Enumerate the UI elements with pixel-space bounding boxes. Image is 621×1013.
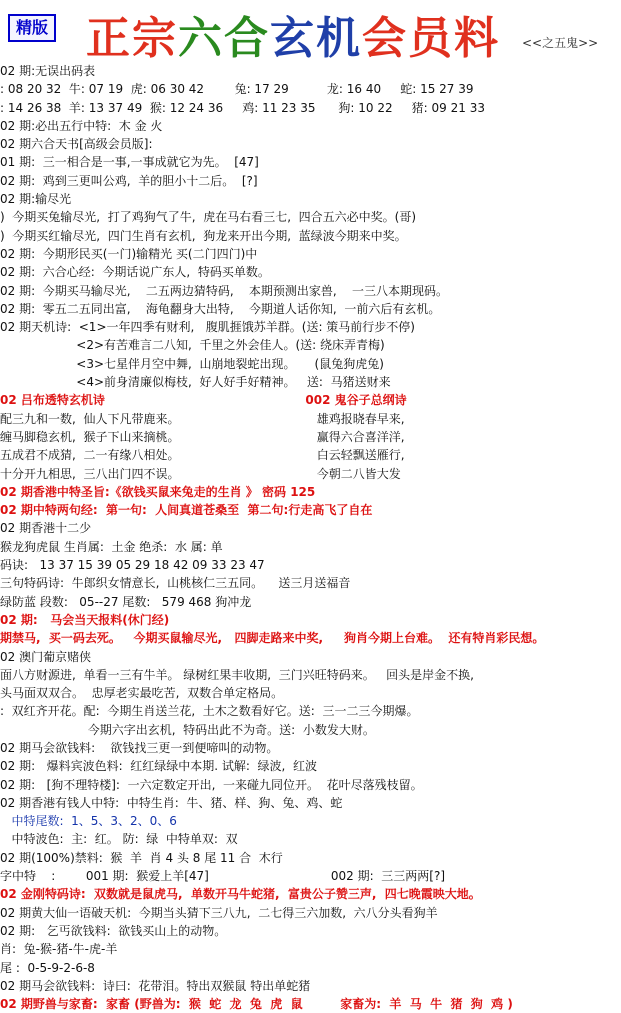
text-line: 02 期: 零五二五同出富, 海龟翻身大出特, 今期道人话你知, 一前六后有玄机。 <box>0 301 441 316</box>
text-line: 02 期马会欲钱料: 诗曰: 花带泪。特出双猴鼠 特出单蛇猪 <box>0 978 311 993</box>
text-line: 期禁马, 买一码去死。 今期买鼠输尽光, 四脚走路来中奖, 狗肖今期上台难。 还有特肖彩民想。 <box>0 631 545 646</box>
text-line: 头马面双双合。 忠厚老实最吃苦, 双数合单定格局。 <box>0 686 284 701</box>
text-line: 02 期香港中特圣旨:《欲钱买鼠来兔走的生肖 》 密码 125 <box>0 484 316 499</box>
text-line: 02 期香港有钱人中特: 中特生肖: 牛、猪、样、狗、兔、鸡、蛇 <box>0 795 343 810</box>
edition-badge: 精版 <box>8 14 56 42</box>
text-line: 02 期:无误出码表 <box>0 64 96 78</box>
text-line: 02 期: 今期形民买(一门)输精光 买(二门四门)中 <box>0 246 258 261</box>
text-line: 02 期香港十二少 <box>0 521 92 536</box>
title-part: 正宗 <box>86 13 178 64</box>
text-line: 02 澳门葡京赌侠 <box>0 649 92 664</box>
text-line: 五成君不成猜, 二一有缘八相处。 白云轻飘送雁行, <box>0 448 405 463</box>
text-line: 码诀: 13 37 15 39 05 29 18 42 09 33 23 47 <box>0 558 265 573</box>
text-line: 02 期: [狗不理特楼]: 一六定数定开出, 一来碰九同位开。 花叶尽落残枝留。 <box>0 777 423 792</box>
text-line: : 双红齐开花。配: 今期生肖送兰花, 土木之数看好它。送: 三一二三今期爆。 <box>0 704 419 719</box>
text-line: 中特波色: 主: 红。 防: 绿 中特单双: 双 <box>0 832 238 847</box>
text-line: : 08 20 32 牛: 07 19 虎: 06 30 42 兔: 17 29 龙: 16 40 蛇: 15 27 39 <box>0 82 474 97</box>
text-line: 缠马脚稳玄机, 猴子下山来摘桃。 赢得六合喜洋洋, <box>0 429 405 444</box>
text-line: 02 期天机诗: <1>一年四季有财利, 腹肌捱饿苏羊群。(送: 策马前行步不停) <box>0 320 415 335</box>
text-line: 字中特 : 001 期: 猴爱上羊[47] 002 期: 三三两两[?] <box>0 869 446 884</box>
text-line: 02 期: 乞丐欲钱料: 欲钱买山上的动物。 <box>0 923 227 938</box>
text-line: 中特尾数: 1、5、3、2、0、6 <box>0 814 177 829</box>
text-line: 02 期: 马会当天报料(休门经) <box>0 612 170 627</box>
text-line: 02 期: 爆料宾波色料: 红红绿绿中本期. 试解: 绿波, 红波 <box>0 759 317 774</box>
text-line: 02 期: 六合心经: 今期话说广东人, 特码买单数。 <box>0 265 270 280</box>
text-line: 肖: 兔-猴-猪-牛-虎-羊 <box>0 942 118 957</box>
title-part: 玄机 <box>270 13 362 64</box>
text-line: 02 金刚特码诗: 双数就是鼠虎马, 单数开马牛蛇猪, 富贵公子赞三声, 四七晚霞映大地。 <box>0 887 481 902</box>
text-line: 三句特码诗: 牛郎织女情意长, 山桃核仁三五同。 送三月送福音 <box>0 576 351 591</box>
title-part: 会员料 <box>362 13 500 64</box>
text-line: <4>前身清廉似梅枝, 好人好手好精神。 送: 马猪送财来 <box>0 375 391 390</box>
content-body <box>0 62 621 1013</box>
title-part: 六合 <box>178 13 270 64</box>
text-line: 02 期(100%)禁料: 猴 羊 肖 4 头 8 尾 11 合 木行 <box>0 850 283 865</box>
text-line: 02 期: 鸡到三更叫公鸡, 羊的胆小十二后。 [?] <box>0 173 258 188</box>
page-tag: <<之五鬼>> <box>522 36 599 50</box>
text-line: 02 期:输尽光 <box>0 192 72 207</box>
text-line: 02 期中特两句经: 第一句: 人间真道苍桑至 第二句:行走高飞了自在 <box>0 503 373 518</box>
text-line: 02 期黄大仙一语破天机: 今期当头猜下三八九, 二七得三六加数, 六八分头看狗羊 <box>0 905 438 920</box>
text-line: 今期六字出玄机, 特码出此不为奇。送: 小数发大财。 <box>0 722 375 737</box>
text-line: 尾 : 0-5-9-2-6-8 <box>0 960 95 975</box>
text-line: 绿防蓝 段数: 05--27 尾数: 579 468 狗冲龙 <box>0 594 252 609</box>
text-line: <2>有苦难言二八知, 千里之外会佳人。(送: 绕床弄青梅) <box>0 338 385 353</box>
text-line: 十分开九相思, 三八出门四不误。 今朝二八皆大发 <box>0 466 401 481</box>
text-line: 配三九和一数, 仙人下凡带鹿来。 雄鸡报晓春早来, <box>0 411 405 426</box>
text-line: 02 期野兽与家畜: 家畜 (野兽为: 猴 蛇 龙 兔 虎 鼠 家畜为: 羊 马 牛 猪 狗 鸡 ) <box>0 997 513 1012</box>
text-line: 02 吕布透特玄机诗 002 鬼谷子总纲诗 <box>0 393 407 408</box>
text-line: 面八方财源进, 单看一三有牛羊。 绿树红果丰收期, 三门兴旺特码来。 回头是岸金不换, <box>0 667 474 682</box>
text-line: ) 今期买红输尽光, 四门生肖有玄机, 狗龙来开出今期, 蓝绿波今期来中奖。 <box>0 228 407 243</box>
text-line: 02 期六合天书[高级会员版]: <box>0 137 153 152</box>
text-line: ) 今期买兔输尽光, 打了鸡狗气了牛, 虎在马右看三七, 四合五六必中奖。(哥) <box>0 210 417 225</box>
text-line: 02 期: 今期买马输尽光, 二五两边猜特码, 本期预测出家兽, 一三八本期现码。 <box>0 283 448 298</box>
text-line: 猴龙狗虎鼠 生肖属: 土金 绝杀: 水 属: 单 <box>0 539 223 554</box>
text-line: 01 期: 三一相合是一事,一事成就它为先。 [47] <box>0 155 259 170</box>
text-line: 02 期马会欲钱料: 欲钱找三更一到便啼叫的动物。 <box>0 740 279 755</box>
text-line: 02 期:必出五行中特: 木 金 火 <box>0 118 163 133</box>
text-line: <3>七星伴月空中舞, 山崩地裂蛇出现。 (鼠兔狗虎兔) <box>0 356 384 371</box>
header <box>0 0 621 64</box>
text-line: : 14 26 38 羊: 13 37 49 猴: 12 24 36 鸡: 11 23 35 狗: 10 22 猪: 09 21 33 <box>0 100 485 115</box>
page-title <box>86 2 500 66</box>
